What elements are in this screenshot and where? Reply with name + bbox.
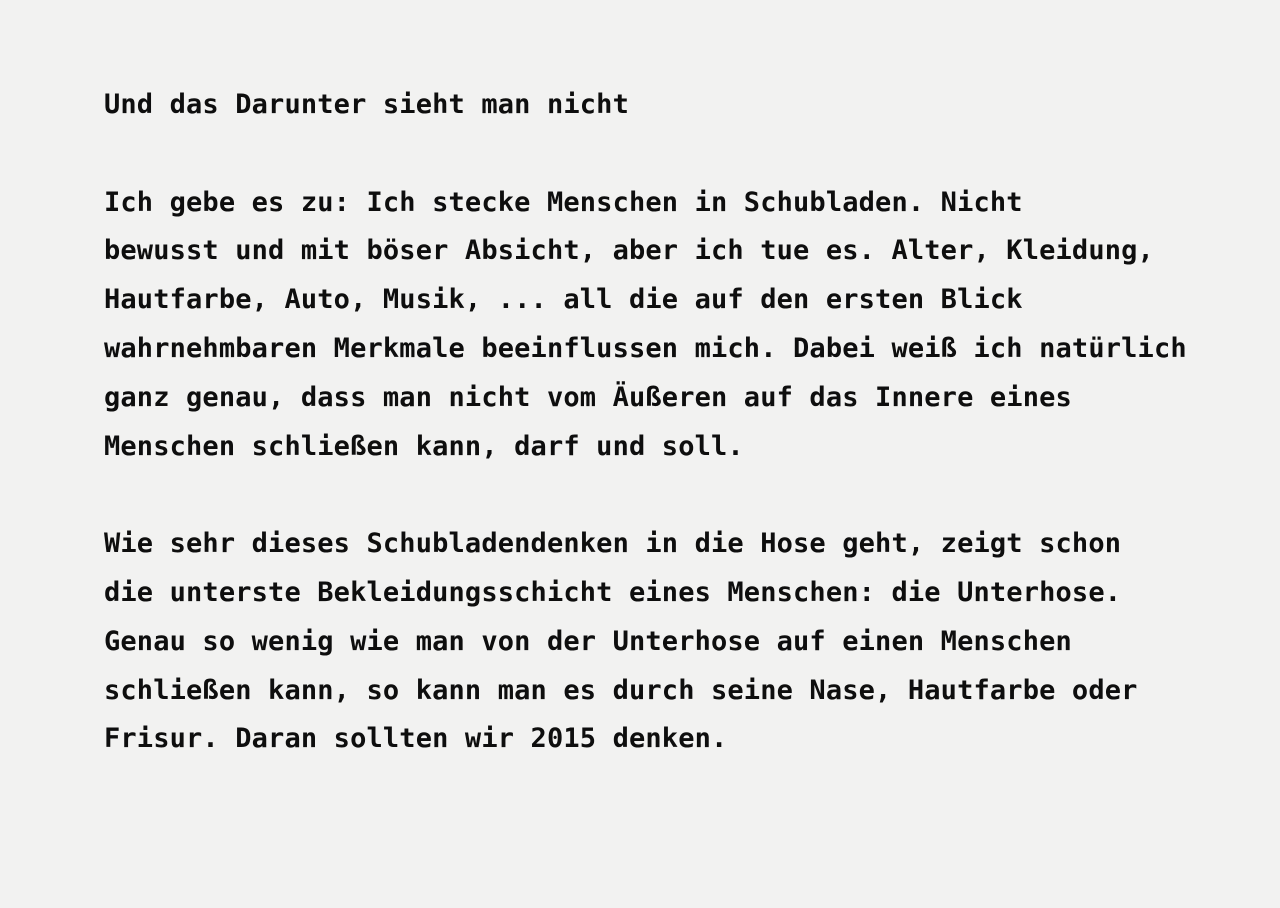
text-line: bewusst und mit böser Absicht, aber ich tue es. Alter, Kleidung, — [104, 235, 1154, 267]
text-line: Ich gebe es zu: Ich stecke Menschen in Schubladen. Nicht — [104, 186, 1023, 218]
text-line: schließen kann, so kann man es durch seine Nase, Hautfarbe oder — [104, 674, 1138, 706]
text-line: Menschen schließen kann, darf und soll. — [104, 430, 744, 462]
text-line: ganz genau, dass man nicht vom Äußeren auf das Innere eines — [104, 381, 1072, 413]
text-line: Genau so wenig wie man von der Unterhose auf einen Menschen — [104, 625, 1072, 657]
text-line: die unterste Bekleidungsschicht eines Menschen: die Unterhose. — [104, 576, 1122, 608]
text-line: Hautfarbe, Auto, Musik, ... all die auf den ersten Blick — [104, 284, 1023, 316]
paragraph-2 — [104, 520, 1240, 764]
text-line: wahrnehmbaren Merkmale beeinflussen mich. Dabei weiß ich natürlich — [104, 332, 1187, 364]
document-title: Und das Darunter sieht man nicht — [104, 89, 629, 120]
paragraph-1 — [104, 179, 1240, 472]
text-line: Frisur. Daran sollten wir 2015 denken. — [104, 723, 728, 755]
text-line: Wie sehr dieses Schubladendenken in die Hose geht, zeigt schon — [104, 528, 1122, 560]
